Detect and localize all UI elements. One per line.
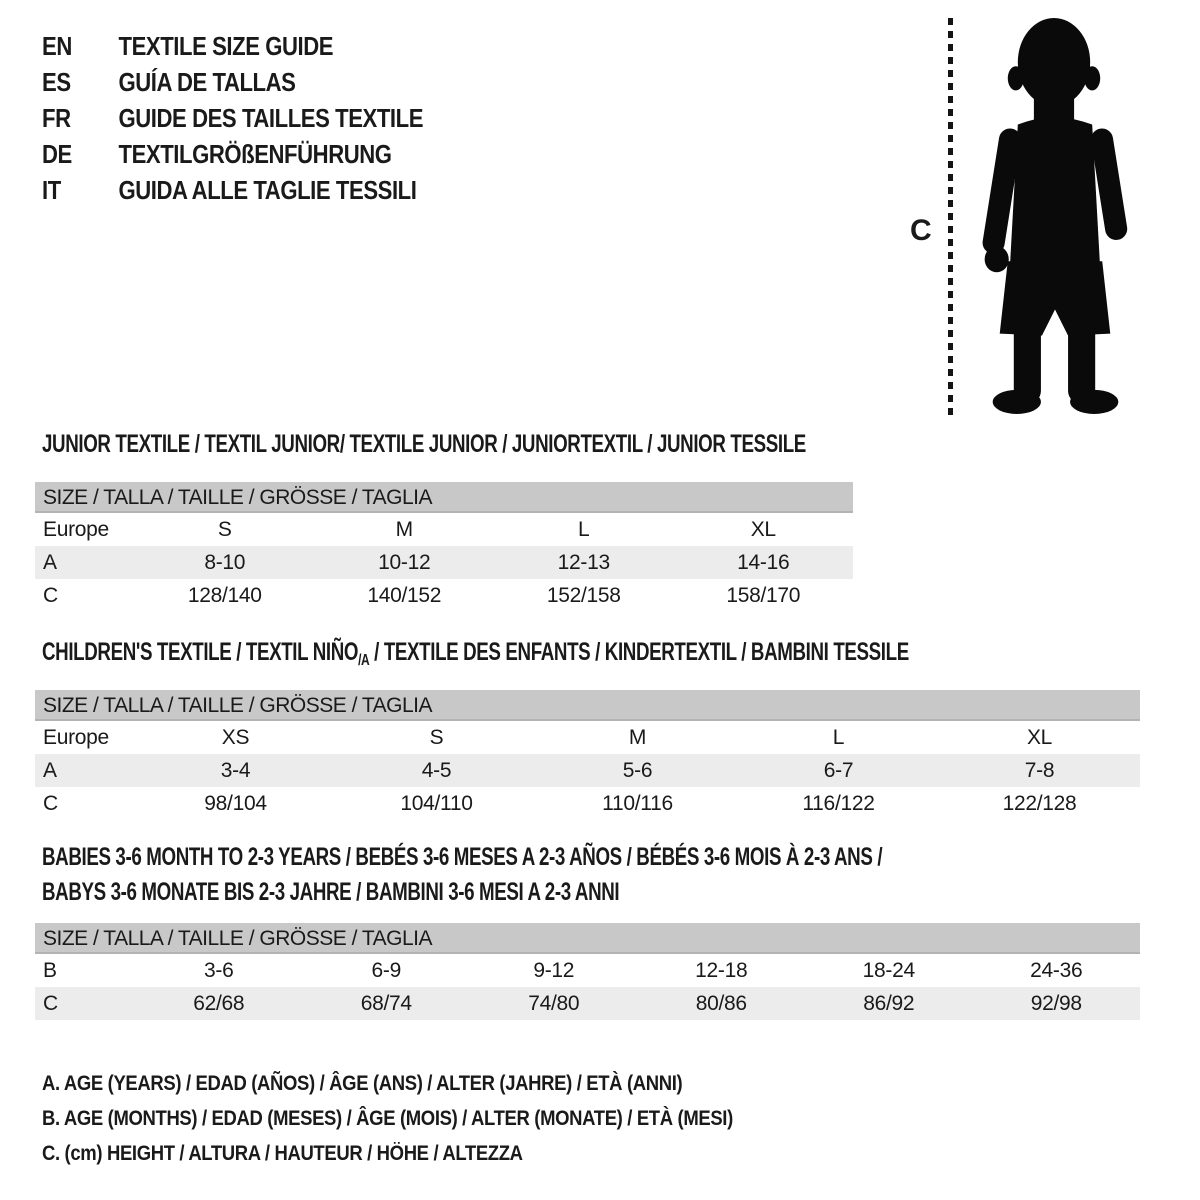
size-cell: XL bbox=[750, 517, 776, 541]
section-title-junior: JUNIOR TEXTILE / TEXTIL JUNIOR/ TEXTILE JUNIOR / JUNIORTEXTIL / JUNIOR TESSILE bbox=[42, 430, 806, 458]
size-cell: 110/116 bbox=[602, 791, 673, 815]
size-cell: 24-36 bbox=[1030, 958, 1083, 982]
language-code: DE bbox=[42, 138, 72, 169]
row-label: C bbox=[43, 991, 58, 1015]
row-label: A bbox=[43, 758, 57, 782]
language-row bbox=[42, 64, 423, 100]
size-cell: XL bbox=[1026, 725, 1053, 749]
size-cell: 4-5 bbox=[421, 758, 452, 782]
section-title-children-prefix: CHILDREN'S TEXTILE / TEXTIL NIÑO bbox=[42, 638, 359, 666]
size-cell: 74/80 bbox=[528, 991, 580, 1015]
section-title-children-suffix: / TEXTILE DES ENFANTS / KINDERTEXTIL / BAMBINI TESSILE bbox=[369, 638, 909, 666]
language-title: TEXTILE SIZE GUIDE bbox=[118, 30, 334, 61]
section-title-babies-line2: BABYS 3-6 MONATE BIS 2-3 JAHRE / BAMBINI 3-6 MESI A 2-3 ANNI bbox=[42, 878, 620, 906]
size-cell: 116/122 bbox=[802, 791, 875, 815]
size-cell: 9-12 bbox=[533, 958, 575, 982]
height-measure-line bbox=[948, 18, 953, 416]
legend-line-b: B. AGE (MONTHS) / EDAD (MESES) / ÂGE (MOIS) / ALTER (MONATE) / ETÀ (MESI) bbox=[42, 1106, 733, 1130]
size-cell: 12-13 bbox=[557, 550, 610, 574]
table-row bbox=[35, 787, 1140, 820]
table-row bbox=[35, 754, 1140, 787]
size-cell: 104/110 bbox=[400, 791, 473, 815]
junior-size-table bbox=[35, 482, 853, 612]
row-label: Europe bbox=[43, 517, 109, 541]
table-row bbox=[35, 721, 1140, 754]
section-title-babies-line1: BABIES 3-6 MONTH TO 2-3 YEARS / BEBÉS 3-6 MESES A 2-3 AÑOS / BÉBÉS 3-6 MOIS À 2-3 ANS / bbox=[42, 843, 883, 871]
size-cell: 86/92 bbox=[863, 991, 915, 1015]
language-title: TEXTILGRÖßENFÜHRUNG bbox=[118, 138, 392, 169]
section-title-children bbox=[42, 638, 909, 667]
size-cell: 98/104 bbox=[204, 791, 267, 815]
size-cell: S bbox=[429, 725, 444, 749]
row-label: Europe bbox=[43, 725, 109, 749]
size-cell: 140/152 bbox=[367, 583, 442, 607]
row-label: B bbox=[43, 958, 57, 982]
size-cell: 80/86 bbox=[695, 991, 747, 1015]
size-cell: 152/158 bbox=[546, 583, 621, 607]
language-title: GUIDA ALLE TAGLIE TESSILI bbox=[118, 174, 417, 205]
table-row bbox=[35, 546, 853, 579]
row-label: C bbox=[43, 791, 58, 815]
size-cell: 92/98 bbox=[1030, 991, 1082, 1015]
size-cell: L bbox=[578, 517, 590, 541]
size-cell: 8-10 bbox=[204, 550, 246, 574]
language-code: FR bbox=[42, 102, 71, 133]
size-cell: 14-16 bbox=[737, 550, 790, 574]
size-cell: 18-24 bbox=[862, 958, 915, 982]
language-title: GUÍA DE TALLAS bbox=[118, 66, 296, 97]
size-cell: 62/68 bbox=[193, 991, 245, 1015]
size-cell: 3-6 bbox=[204, 958, 234, 982]
size-cell: 128/140 bbox=[187, 583, 262, 607]
table-row bbox=[35, 987, 1140, 1020]
legend-line-a: A. AGE (YEARS) / EDAD (AÑOS) / ÂGE (ANS) / ALTER (JAHRE) / ETÀ (ANNI) bbox=[42, 1071, 683, 1095]
size-cell: 68/74 bbox=[360, 991, 412, 1015]
size-cell: 6-9 bbox=[371, 958, 401, 982]
language-row bbox=[42, 100, 423, 136]
size-cell: 6-7 bbox=[823, 758, 854, 782]
language-list bbox=[42, 28, 490, 208]
size-cell: 5-6 bbox=[622, 758, 653, 782]
table-row bbox=[35, 579, 853, 612]
size-cell: 122/128 bbox=[1002, 791, 1077, 815]
size-cell: 3-4 bbox=[220, 758, 251, 782]
size-cell: 7-8 bbox=[1024, 758, 1055, 782]
height-measure-label: C bbox=[910, 214, 932, 247]
row-label: C bbox=[43, 583, 58, 607]
table-row bbox=[35, 513, 853, 546]
language-row bbox=[42, 136, 423, 172]
size-header-band: SIZE / TALLA / TAILLE / GRÖSSE / TAGLIA bbox=[35, 690, 1140, 721]
size-cell: S bbox=[217, 517, 232, 541]
language-title: GUIDE DES TAILLES TEXTILE bbox=[118, 102, 424, 133]
language-code: EN bbox=[42, 30, 72, 61]
section-title-children-sub: /A bbox=[358, 652, 370, 669]
size-header-band: SIZE / TALLA / TAILLE / GRÖSSE / TAGLIA bbox=[35, 482, 853, 513]
language-code: IT bbox=[42, 174, 61, 205]
size-cell: 12-18 bbox=[695, 958, 748, 982]
language-code: ES bbox=[42, 66, 71, 97]
size-cell: M bbox=[628, 725, 647, 749]
babies-size-table bbox=[35, 923, 1140, 1020]
size-cell: M bbox=[395, 517, 413, 541]
legend-line-c: C. (cm) HEIGHT / ALTURA / HAUTEUR / HÖHE / ALTEZZA bbox=[42, 1141, 523, 1165]
size-cell: 10-12 bbox=[378, 550, 431, 574]
language-row bbox=[42, 28, 423, 64]
language-row bbox=[42, 172, 423, 208]
size-cell: XS bbox=[221, 725, 250, 749]
row-label: A bbox=[43, 550, 57, 574]
table-row bbox=[35, 954, 1140, 987]
size-cell: L bbox=[832, 725, 845, 749]
toddler-silhouette-icon bbox=[968, 16, 1144, 418]
size-header-band: SIZE / TALLA / TAILLE / GRÖSSE / TAGLIA bbox=[35, 923, 1140, 954]
size-cell: 158/170 bbox=[726, 583, 801, 607]
children-size-table bbox=[35, 690, 1140, 820]
legend bbox=[42, 1066, 827, 1171]
